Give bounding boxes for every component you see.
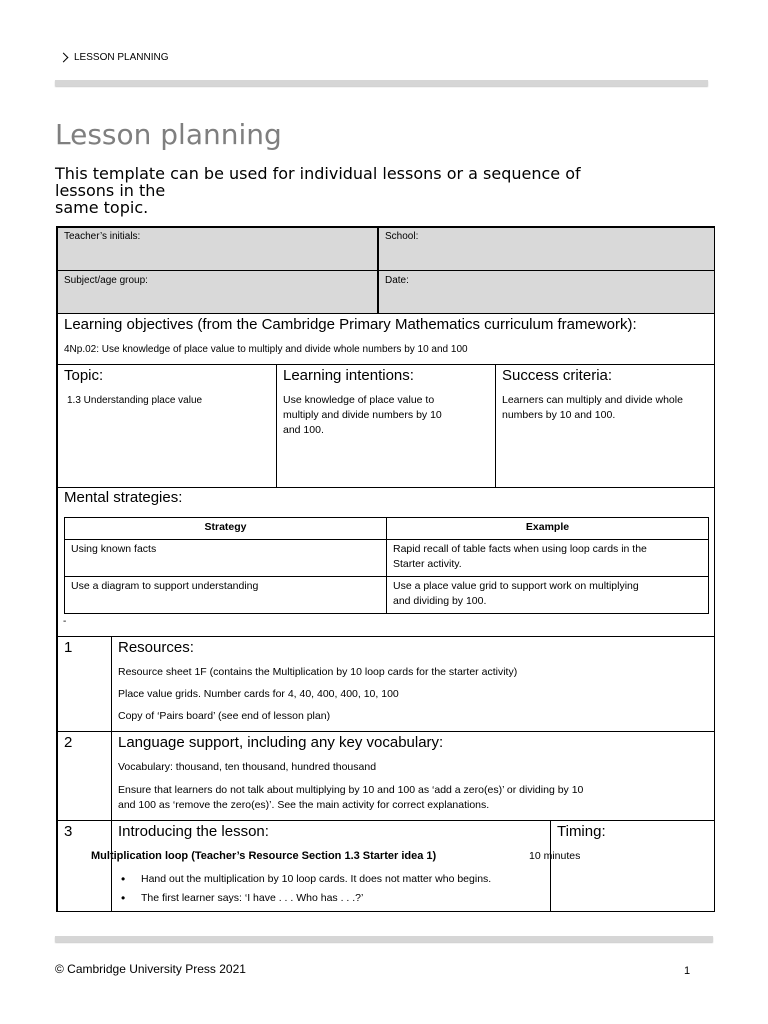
activity-steps [117, 873, 491, 911]
mental-strategies-table [64, 517, 709, 614]
learning-intentions-cell: Learning intentions: Use knowledge of place value to multiply and divide numbers by 10 and 100. [276, 364, 496, 488]
date-field[interactable]: Date: [378, 270, 715, 314]
dash-marker: - [63, 616, 67, 627]
footer-divider [55, 936, 713, 942]
activity-timing: 10 minutes [529, 850, 581, 862]
learning-objectives: Learning objectives (from the Cambridge Primary Mathematics curriculum framework): 4Np.02: Use knowledge of place value to multiply and divide whole numbers by 10 and 100 [57, 313, 715, 365]
success-criteria-cell: Success criteria: Learners can multiply and divide whole numbers by 10 and 100. [495, 364, 715, 488]
page-number: 1 [684, 965, 691, 977]
header-divider [55, 80, 708, 86]
breadcrumb-label: LESSON PLANNING [74, 52, 169, 63]
copyright: © Cambridge University Press 2021 [55, 962, 246, 976]
strategy-header: Strategy [65, 518, 387, 540]
mental-strategies: Mental strategies: Strategy Example Using known facts Rapid recall of table facts when using loop cards in the Starter activity. Use a diagram to support understanding Use a place value grid to support work on multiplying and dividing by 100. - [57, 487, 715, 637]
list-item: • Hand out the multiplication by 10 loop cards. It does not matter who begins. [117, 873, 491, 885]
intro-text: This template can be used for individual lessons or a sequence of lessons in the same topic. [55, 164, 581, 217]
breadcrumb [60, 52, 168, 63]
timing-cell: Timing: [550, 820, 715, 912]
table-row: Use a diagram to support understanding Use a place value grid to support work on multiplying and dividing by 100. [65, 577, 709, 614]
example-header: Example [387, 518, 709, 540]
list-item: Place value grids. Number cards for 4, 40, 400, 400, 10, 100 [118, 688, 399, 700]
topic-cell: Topic: 1.3 Understanding place value [57, 364, 277, 488]
section1-number-cell: 1 [57, 636, 112, 732]
chevron-right-icon [59, 53, 69, 63]
list-item: Copy of ‘Pairs board’ (see end of lesson plan) [118, 710, 331, 722]
subject-age-field[interactable]: Subject/age group: [57, 270, 378, 314]
activity-title: Multiplication loop (Teacher’s Resource Section 1.3 Starter idea 1) [91, 850, 437, 862]
list-item: Resource sheet 1F (contains the Multiplication by 10 loop cards for the starter activity) [118, 666, 518, 678]
list-item: • The first learner says: ‘I have . . . Who has . . .?’ [117, 892, 491, 904]
table-row: Using known facts Rapid recall of table facts when using loop cards in the Starter activity. [65, 540, 709, 577]
lesson-plan-form [56, 226, 715, 912]
section2-number-cell: 2 [57, 731, 112, 821]
page-title: Lesson planning [55, 118, 282, 151]
language-support-cell: Language support, including any key vocabulary: Vocabulary: thousand, ten thousand, hundred thousand Ensure that learners do not talk about multiplying by 10 and 100 as ‘add a zero(es)’ or dividing by 10 and 100 as ‘remove the zero(es)’. See the main activity for correct explanations. [111, 731, 715, 821]
section3-number-cell: 3 [57, 820, 112, 912]
school-field[interactable]: School: [378, 227, 715, 271]
introducing-lesson-cell: Introducing the lesson: [111, 820, 551, 912]
resources-cell: Resources: Resource sheet 1F (contains the Multiplication by 10 loop cards for the starter activity) Place value grids. Number cards for 4, 40, 400, 400, 10, 100 Copy of ‘Pairs board’ (see end of lesson plan) [111, 636, 715, 732]
teachers-initials-field[interactable]: Teacher’s initials: [57, 227, 378, 271]
